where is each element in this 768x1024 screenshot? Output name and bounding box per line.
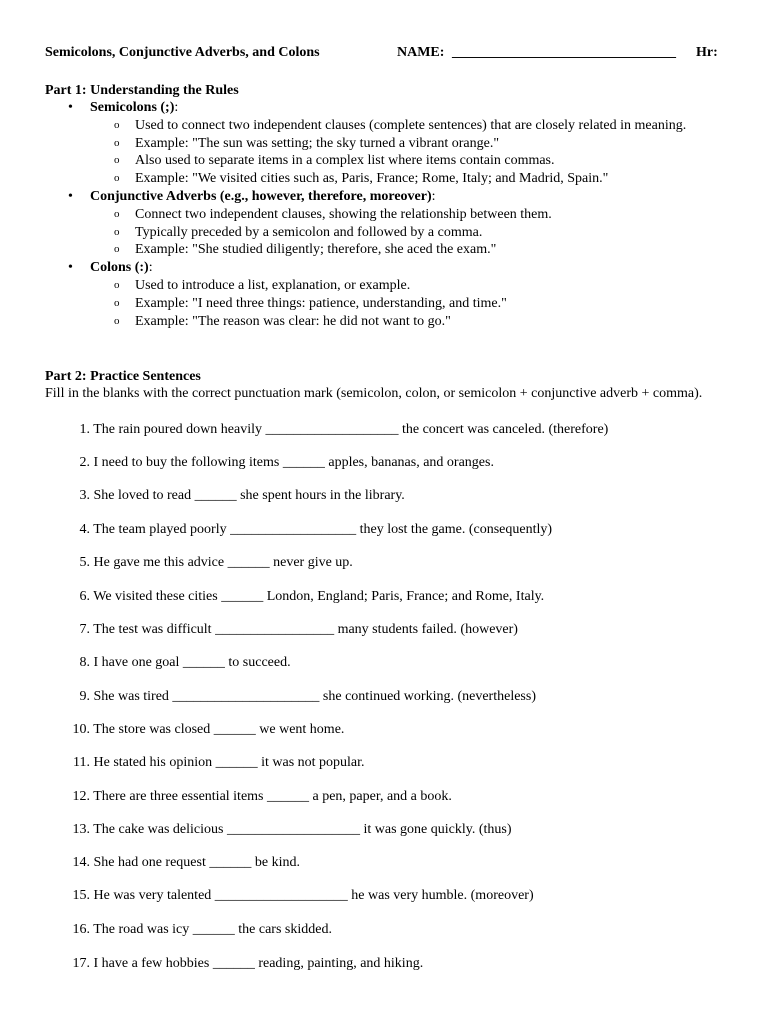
practice-sentence [45,922,332,938]
rule-item-text: Example: "She studied diligently; therefore, she aced the exam." [135,242,497,258]
bullet-icon: • [68,188,73,204]
circle-bullet-icon: o [114,154,120,167]
rule-item [45,152,725,170]
sentence-text[interactable]: I need to buy the following items ______ apples, bananas, and oranges. [93,455,494,470]
name-label: NAME: [397,45,445,60]
sentence-text[interactable]: The team played poorly __________________ they lost the game. (consequently) [93,522,553,537]
sentence-text[interactable]: The store was closed ______ we went home. [93,722,345,737]
practice-sentence [45,789,452,805]
sentence-number: 16. [72,922,90,937]
sentence-number: 7. [79,622,90,637]
sentence-number: 10. [72,722,90,737]
rule-item-text: Used to connect two independent clauses (complete sentences) that are closely related in meaning. [135,117,687,133]
rule-item [45,206,725,224]
rule-item-text: Example: "The reason was clear: he did not want to go." [135,313,451,329]
part2-instructions: Fill in the blanks with the correct punctuation mark (semicolon, colon, or semicolon + conjunctive adverb + comma). [45,386,703,401]
practice-sentence [45,755,365,771]
sentence-text[interactable]: The rain poured down heavily ___________________ the concert was canceled. (therefore) [93,422,609,437]
practice-sentence [45,822,512,838]
sentence-number: 6. [79,589,90,604]
practice-sentence [45,689,536,705]
sentence-number: 15. [72,888,90,903]
sentence-number: 13. [72,822,90,837]
rule-title: Colons (:) [90,260,149,276]
practice-sentence [45,555,353,571]
sentence-number: 3. [79,488,90,503]
rule-item-text: Used to introduce a list, explanation, or example. [135,277,411,293]
sentence-text[interactable]: The road was icy ______ the cars skidded. [93,922,332,937]
practice-sentence [45,622,518,638]
sentence-number: 5. [79,555,90,570]
circle-bullet-icon: o [114,243,120,256]
sentence-text[interactable]: She loved to read ______ she spent hours in the library. [93,488,405,503]
rule-conjunctive-adverbs [45,188,725,206]
sentence-number: 12. [72,789,90,804]
sentence-text[interactable]: There are three essential items ______ a pen, paper, and a book. [93,789,452,804]
worksheet-header [45,45,725,65]
circle-bullet-icon: o [114,118,120,131]
practice-sentence [45,488,405,504]
circle-bullet-icon: o [114,296,120,309]
rule-item [45,135,725,153]
rule-item [45,241,725,259]
sentence-text[interactable]: He gave me this advice ______ never give up. [93,555,353,570]
sentence-text[interactable]: She was tired _____________________ she continued working. (nevertheless) [93,689,536,704]
circle-bullet-icon: o [114,278,120,291]
practice-sentence [45,855,300,871]
part1-heading: Part 1: Understanding the Rules [45,83,239,98]
rule-item [45,277,725,295]
rule-title-suffix: : [148,260,153,276]
practice-sentence [45,589,544,605]
bullet-icon: • [68,100,73,115]
practice-sentence [45,455,494,471]
sentence-text[interactable]: The test was difficult _________________ many students failed. (however) [93,622,518,637]
hour-label: Hr: [696,45,718,60]
sentence-number: 4. [79,522,90,537]
rule-title: Conjunctive Adverbs (e.g., however, therefore, moreover) [90,188,432,204]
sentence-text[interactable]: He stated his opinion ______ it was not popular. [93,755,365,770]
practice-sentence [45,422,608,438]
sentence-number: 2. [79,455,90,470]
sentence-number: 1. [79,422,90,437]
rule-semicolons [45,99,725,117]
sentence-number: 9. [79,689,90,704]
sentence-number: 8. [79,655,90,670]
rule-item [45,117,725,135]
rule-item-text: Connect two independent clauses, showing the relationship between them. [135,206,552,222]
circle-bullet-icon: o [114,225,120,238]
circle-bullet-icon: o [114,207,120,220]
rule-colons [45,259,725,277]
rule-title: Semicolons (;) [90,100,175,115]
sentence-text[interactable]: I have one goal ______ to succeed. [93,655,291,670]
sentence-text[interactable]: He was very talented ___________________ he was very humble. (moreover) [93,888,534,903]
sentence-number: 11. [73,755,90,770]
sentence-text[interactable]: The cake was delicious ___________________ it was gone quickly. (thus) [93,822,512,837]
rules-list [45,99,725,330]
practice-sentence [45,956,423,972]
sentence-text[interactable]: We visited these cities ______ London, England; Paris, France; and Rome, Italy. [93,589,545,604]
sentence-number: 14. [72,855,90,870]
sentence-text[interactable]: She had one request ______ be kind. [93,855,300,870]
rule-item [45,170,725,188]
name-blank-line: ________________________________ [452,45,676,60]
practice-sentence [45,722,344,738]
rule-item-text: Example: "I need three things: patience, understanding, and time." [135,295,507,311]
sentence-number: 17. [72,956,90,971]
practice-sentence [45,888,534,904]
part2-heading: Part 2: Practice Sentences [45,369,201,384]
rule-item-text: Example: "The sun was setting; the sky turned a vibrant orange." [135,135,500,151]
rule-item [45,313,725,331]
rule-title-suffix: : [174,100,179,115]
circle-bullet-icon: o [114,314,120,327]
rule-title-suffix: : [431,188,436,204]
rule-item-text: Typically preceded by a semicolon and followed by a comma. [135,224,483,240]
rule-item-text: Also used to separate items in a complex list where items contain commas. [135,153,555,169]
bullet-icon: • [68,260,73,276]
practice-sentence [45,655,291,671]
sentence-text[interactable]: I have a few hobbies ______ reading, painting, and hiking. [93,956,424,971]
circle-bullet-icon: o [114,172,120,185]
practice-sentence [45,522,552,538]
circle-bullet-icon: o [114,136,120,149]
rule-item-text: Example: "We visited cities such as, Paris, France; Rome, Italy; and Madrid, Spain." [135,171,609,187]
rule-item [45,224,725,242]
worksheet-title: Semicolons, Conjunctive Adverbs, and Colons [45,45,320,60]
rule-item [45,295,725,313]
